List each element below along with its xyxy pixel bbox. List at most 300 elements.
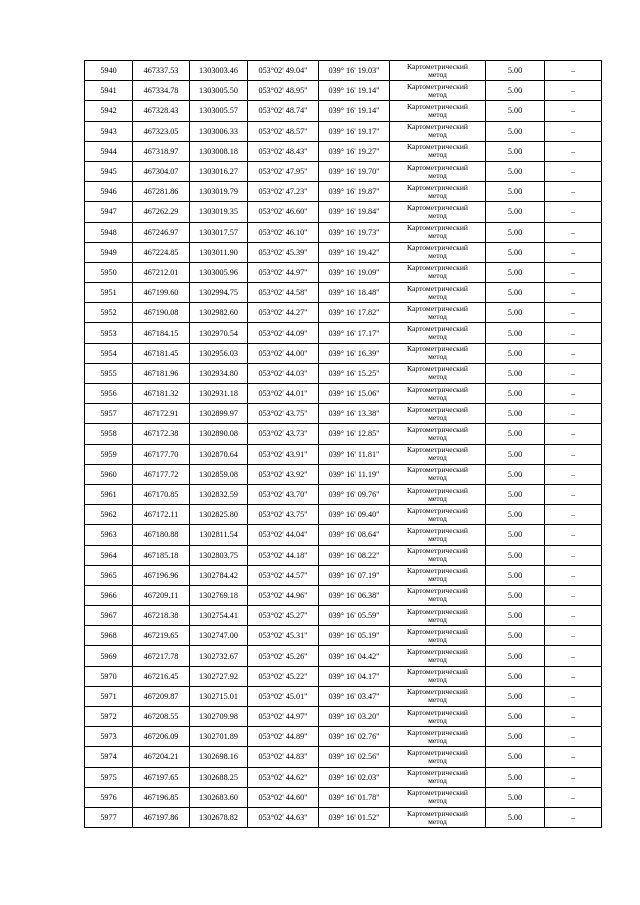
method-line-1: Картометрический bbox=[407, 485, 468, 495]
note-cell: – bbox=[545, 606, 602, 626]
precision-cell: 5.00 bbox=[486, 424, 545, 444]
method-line-2: метод bbox=[428, 89, 447, 99]
method-line-2: метод bbox=[428, 311, 447, 321]
method-line-1: Картометрический bbox=[407, 162, 468, 172]
table-row bbox=[85, 141, 602, 161]
table-row bbox=[85, 424, 602, 444]
method-line-1: Картометрический bbox=[407, 445, 468, 455]
y-coordinate-cell: 1302803.75 bbox=[190, 545, 248, 565]
longitude-cell: 039° 16' 19.87" bbox=[319, 182, 390, 202]
x-coordinate-cell: 467209.87 bbox=[133, 686, 190, 706]
note-cell: – bbox=[545, 424, 602, 444]
table-row bbox=[85, 585, 602, 605]
point-number-cell: 5966 bbox=[85, 585, 133, 605]
method-cell bbox=[390, 707, 486, 727]
point-number-cell: 5958 bbox=[85, 424, 133, 444]
x-coordinate-cell: 467180.88 bbox=[133, 525, 190, 545]
method-cell bbox=[390, 565, 486, 585]
method-cell bbox=[390, 283, 486, 303]
method-cell bbox=[390, 141, 486, 161]
x-coordinate-cell: 467185.18 bbox=[133, 545, 190, 565]
longitude-cell: 039° 16' 03.20" bbox=[319, 707, 390, 727]
latitude-cell: 053°02' 45.27" bbox=[248, 606, 319, 626]
longitude-cell: 039° 16' 17.82" bbox=[319, 303, 390, 323]
y-coordinate-cell: 1302688.25 bbox=[190, 767, 248, 787]
precision-cell: 5.00 bbox=[486, 585, 545, 605]
method-line-2: метод bbox=[428, 473, 447, 483]
method-line-2: метод bbox=[428, 715, 447, 725]
table-row bbox=[85, 464, 602, 484]
y-coordinate-cell: 1303003.46 bbox=[190, 61, 248, 81]
longitude-cell: 039° 16' 19.17" bbox=[319, 121, 390, 141]
method-cell bbox=[390, 343, 486, 363]
point-number-cell: 5953 bbox=[85, 323, 133, 343]
method-line-1: Картометрический bbox=[407, 324, 468, 334]
method-line-1: Картометрический bbox=[407, 364, 468, 374]
y-coordinate-cell: 1302899.97 bbox=[190, 404, 248, 424]
method-line-1: Картометрический bbox=[407, 283, 468, 293]
y-coordinate-cell: 1302769.18 bbox=[190, 585, 248, 605]
precision-cell: 5.00 bbox=[486, 141, 545, 161]
x-coordinate-cell: 467209.11 bbox=[133, 585, 190, 605]
note-cell: – bbox=[545, 505, 602, 525]
latitude-cell: 053°02' 43.73" bbox=[248, 424, 319, 444]
method-cell bbox=[390, 303, 486, 323]
x-coordinate-cell: 467197.65 bbox=[133, 767, 190, 787]
point-number-cell: 5947 bbox=[85, 202, 133, 222]
method-line-2: метод bbox=[428, 432, 447, 442]
note-cell: – bbox=[545, 464, 602, 484]
table-row bbox=[85, 666, 602, 686]
method-line-2: метод bbox=[428, 392, 447, 402]
latitude-cell: 053°02' 47.95" bbox=[248, 161, 319, 181]
table-row bbox=[85, 686, 602, 706]
x-coordinate-cell: 467304.07 bbox=[133, 161, 190, 181]
latitude-cell: 053°02' 43.75" bbox=[248, 404, 319, 424]
point-number-cell: 5968 bbox=[85, 626, 133, 646]
method-cell bbox=[390, 81, 486, 101]
latitude-cell: 053°02' 44.01" bbox=[248, 384, 319, 404]
precision-cell: 5.00 bbox=[486, 404, 545, 424]
y-coordinate-cell: 1302934.80 bbox=[190, 363, 248, 383]
method-line-2: метод bbox=[428, 776, 447, 786]
method-line-1: Картометрический bbox=[407, 667, 468, 677]
precision-cell: 5.00 bbox=[486, 202, 545, 222]
point-number-cell: 5951 bbox=[85, 283, 133, 303]
table-row bbox=[85, 222, 602, 242]
x-coordinate-cell: 467196.85 bbox=[133, 787, 190, 807]
method-cell bbox=[390, 384, 486, 404]
note-cell: – bbox=[545, 161, 602, 181]
longitude-cell: 039° 16' 19.70" bbox=[319, 161, 390, 181]
method-cell bbox=[390, 182, 486, 202]
precision-cell: 5.00 bbox=[486, 161, 545, 181]
note-cell: – bbox=[545, 767, 602, 787]
method-cell bbox=[390, 262, 486, 282]
note-cell: – bbox=[545, 121, 602, 141]
method-cell bbox=[390, 404, 486, 424]
x-coordinate-cell: 467170.85 bbox=[133, 484, 190, 504]
precision-cell: 5.00 bbox=[486, 807, 545, 827]
method-line-2: метод bbox=[428, 513, 447, 523]
point-number-cell: 5970 bbox=[85, 666, 133, 686]
y-coordinate-cell: 1303019.35 bbox=[190, 202, 248, 222]
method-line-2: метод bbox=[428, 735, 447, 745]
y-coordinate-cell: 1302784.42 bbox=[190, 565, 248, 585]
y-coordinate-cell: 1302709.98 bbox=[190, 707, 248, 727]
longitude-cell: 039° 16' 11.81" bbox=[319, 444, 390, 464]
point-number-cell: 5949 bbox=[85, 242, 133, 262]
method-line-1: Картометрический bbox=[407, 566, 468, 576]
point-number-cell: 5959 bbox=[85, 444, 133, 464]
precision-cell: 5.00 bbox=[486, 727, 545, 747]
precision-cell: 5.00 bbox=[486, 283, 545, 303]
method-cell bbox=[390, 686, 486, 706]
precision-cell: 5.00 bbox=[486, 484, 545, 504]
method-line-2: метод bbox=[428, 190, 447, 200]
precision-cell: 5.00 bbox=[486, 747, 545, 767]
precision-cell: 5.00 bbox=[486, 444, 545, 464]
method-line-2: метод bbox=[428, 251, 447, 261]
method-line-2: метод bbox=[428, 210, 447, 220]
longitude-cell: 039° 16' 02.03" bbox=[319, 767, 390, 787]
x-coordinate-cell: 467224.85 bbox=[133, 242, 190, 262]
method-cell bbox=[390, 666, 486, 686]
method-cell bbox=[390, 767, 486, 787]
longitude-cell: 039° 16' 12.85" bbox=[319, 424, 390, 444]
note-cell: – bbox=[545, 686, 602, 706]
x-coordinate-cell: 467206.09 bbox=[133, 727, 190, 747]
y-coordinate-cell: 1302727.92 bbox=[190, 666, 248, 686]
method-line-2: метод bbox=[428, 614, 447, 624]
latitude-cell: 053°02' 44.09" bbox=[248, 323, 319, 343]
point-number-cell: 5954 bbox=[85, 343, 133, 363]
note-cell: – bbox=[545, 323, 602, 343]
latitude-cell: 053°02' 46.10" bbox=[248, 222, 319, 242]
precision-cell: 5.00 bbox=[486, 323, 545, 343]
method-line-2: метод bbox=[428, 533, 447, 543]
y-coordinate-cell: 1302715.01 bbox=[190, 686, 248, 706]
latitude-cell: 053°02' 44.96" bbox=[248, 585, 319, 605]
longitude-cell: 039° 16' 05.59" bbox=[319, 606, 390, 626]
latitude-cell: 053°02' 43.91" bbox=[248, 444, 319, 464]
table-row bbox=[85, 727, 602, 747]
x-coordinate-cell: 467181.32 bbox=[133, 384, 190, 404]
method-cell bbox=[390, 424, 486, 444]
method-line-2: метод bbox=[428, 816, 447, 826]
latitude-cell: 053°02' 45.39" bbox=[248, 242, 319, 262]
point-number-cell: 5963 bbox=[85, 525, 133, 545]
method-line-2: метод bbox=[428, 150, 447, 160]
table-row bbox=[85, 242, 602, 262]
longitude-cell: 039° 16' 19.27" bbox=[319, 141, 390, 161]
latitude-cell: 053°02' 44.60" bbox=[248, 787, 319, 807]
method-line-2: метод bbox=[428, 554, 447, 564]
note-cell: – bbox=[545, 303, 602, 323]
method-cell bbox=[390, 222, 486, 242]
longitude-cell: 039° 16' 06.38" bbox=[319, 585, 390, 605]
point-number-cell: 5955 bbox=[85, 363, 133, 383]
latitude-cell: 053°02' 45.31" bbox=[248, 626, 319, 646]
point-number-cell: 5960 bbox=[85, 464, 133, 484]
precision-cell: 5.00 bbox=[486, 384, 545, 404]
x-coordinate-cell: 467281.86 bbox=[133, 182, 190, 202]
method-line-1: Картометрический bbox=[407, 424, 468, 434]
x-coordinate-cell: 467181.45 bbox=[133, 343, 190, 363]
x-coordinate-cell: 467172.11 bbox=[133, 505, 190, 525]
x-coordinate-cell: 467199.60 bbox=[133, 283, 190, 303]
latitude-cell: 053°02' 44.58" bbox=[248, 283, 319, 303]
table-body bbox=[85, 61, 602, 828]
x-coordinate-cell: 467328.43 bbox=[133, 101, 190, 121]
y-coordinate-cell: 1302698.16 bbox=[190, 747, 248, 767]
point-number-cell: 5967 bbox=[85, 606, 133, 626]
method-cell bbox=[390, 101, 486, 121]
note-cell: – bbox=[545, 384, 602, 404]
point-number-cell: 5976 bbox=[85, 787, 133, 807]
latitude-cell: 053°02' 44.63" bbox=[248, 807, 319, 827]
precision-cell: 5.00 bbox=[486, 242, 545, 262]
method-line-1: Картометрический bbox=[407, 223, 468, 233]
table-row bbox=[85, 343, 602, 363]
x-coordinate-cell: 467216.45 bbox=[133, 666, 190, 686]
method-line-1: Картометрический bbox=[407, 727, 468, 737]
method-line-2: метод bbox=[428, 574, 447, 584]
method-line-1: Картометрический bbox=[407, 505, 468, 515]
latitude-cell: 053°02' 44.03" bbox=[248, 363, 319, 383]
precision-cell: 5.00 bbox=[486, 606, 545, 626]
note-cell: – bbox=[545, 565, 602, 585]
point-number-cell: 5961 bbox=[85, 484, 133, 504]
table-row bbox=[85, 444, 602, 464]
y-coordinate-cell: 1302701.89 bbox=[190, 727, 248, 747]
longitude-cell: 039° 16' 19.14" bbox=[319, 101, 390, 121]
method-line-2: метод bbox=[428, 231, 447, 241]
method-cell bbox=[390, 606, 486, 626]
note-cell: – bbox=[545, 283, 602, 303]
x-coordinate-cell: 467177.72 bbox=[133, 464, 190, 484]
point-number-cell: 5975 bbox=[85, 767, 133, 787]
table-row bbox=[85, 646, 602, 666]
table-row bbox=[85, 404, 602, 424]
method-line-2: метод bbox=[428, 796, 447, 806]
longitude-cell: 039° 16' 05.19" bbox=[319, 626, 390, 646]
y-coordinate-cell: 1303017.57 bbox=[190, 222, 248, 242]
latitude-cell: 053°02' 48.95" bbox=[248, 81, 319, 101]
note-cell: – bbox=[545, 525, 602, 545]
method-line-2: метод bbox=[428, 594, 447, 604]
method-cell bbox=[390, 727, 486, 747]
method-line-2: метод bbox=[428, 372, 447, 382]
method-line-1: Картометрический bbox=[407, 546, 468, 556]
method-cell bbox=[390, 525, 486, 545]
latitude-cell: 053°02' 44.83" bbox=[248, 747, 319, 767]
latitude-cell: 053°02' 44.27" bbox=[248, 303, 319, 323]
method-line-2: метод bbox=[428, 634, 447, 644]
point-number-cell: 5941 bbox=[85, 81, 133, 101]
x-coordinate-cell: 467323.05 bbox=[133, 121, 190, 141]
point-number-cell: 5950 bbox=[85, 262, 133, 282]
precision-cell: 5.00 bbox=[486, 565, 545, 585]
method-line-1: Картометрический bbox=[407, 101, 468, 111]
x-coordinate-cell: 467204.21 bbox=[133, 747, 190, 767]
table-row bbox=[85, 606, 602, 626]
note-cell: – bbox=[545, 242, 602, 262]
table-row bbox=[85, 807, 602, 827]
longitude-cell: 039° 16' 19.42" bbox=[319, 242, 390, 262]
precision-cell: 5.00 bbox=[486, 464, 545, 484]
method-line-2: метод bbox=[428, 755, 447, 765]
table-row bbox=[85, 747, 602, 767]
longitude-cell: 039° 16' 09.76" bbox=[319, 484, 390, 504]
precision-cell: 5.00 bbox=[486, 666, 545, 686]
method-cell bbox=[390, 363, 486, 383]
table-row bbox=[85, 545, 602, 565]
precision-cell: 5.00 bbox=[486, 121, 545, 141]
method-cell bbox=[390, 202, 486, 222]
y-coordinate-cell: 1302890.08 bbox=[190, 424, 248, 444]
precision-cell: 5.00 bbox=[486, 646, 545, 666]
y-coordinate-cell: 1302956.03 bbox=[190, 343, 248, 363]
latitude-cell: 053°02' 43.75" bbox=[248, 505, 319, 525]
point-number-cell: 5946 bbox=[85, 182, 133, 202]
precision-cell: 5.00 bbox=[486, 545, 545, 565]
method-line-1: Картометрический bbox=[407, 344, 468, 354]
table-row bbox=[85, 81, 602, 101]
longitude-cell: 039° 16' 13.38" bbox=[319, 404, 390, 424]
longitude-cell: 039° 16' 19.09" bbox=[319, 262, 390, 282]
precision-cell: 5.00 bbox=[486, 182, 545, 202]
note-cell: – bbox=[545, 141, 602, 161]
precision-cell: 5.00 bbox=[486, 363, 545, 383]
point-number-cell: 5948 bbox=[85, 222, 133, 242]
longitude-cell: 039° 16' 19.84" bbox=[319, 202, 390, 222]
longitude-cell: 039° 16' 09.40" bbox=[319, 505, 390, 525]
x-coordinate-cell: 467217.78 bbox=[133, 646, 190, 666]
precision-cell: 5.00 bbox=[486, 626, 545, 646]
method-line-1: Картометрический bbox=[407, 61, 468, 71]
latitude-cell: 053°02' 48.57" bbox=[248, 121, 319, 141]
point-number-cell: 5957 bbox=[85, 404, 133, 424]
table-row bbox=[85, 626, 602, 646]
table-row bbox=[85, 61, 602, 81]
longitude-cell: 039° 16' 04.17" bbox=[319, 666, 390, 686]
longitude-cell: 039° 16' 01.52" bbox=[319, 807, 390, 827]
point-number-cell: 5940 bbox=[85, 61, 133, 81]
y-coordinate-cell: 1302931.18 bbox=[190, 384, 248, 404]
latitude-cell: 053°02' 48.43" bbox=[248, 141, 319, 161]
table-row bbox=[85, 525, 602, 545]
method-cell bbox=[390, 121, 486, 141]
point-number-cell: 5969 bbox=[85, 646, 133, 666]
y-coordinate-cell: 1302982.60 bbox=[190, 303, 248, 323]
y-coordinate-cell: 1303005.57 bbox=[190, 101, 248, 121]
precision-cell: 5.00 bbox=[486, 343, 545, 363]
method-line-1: Картометрический bbox=[407, 586, 468, 596]
method-line-1: Картометрический bbox=[407, 243, 468, 253]
latitude-cell: 053°02' 43.70" bbox=[248, 484, 319, 504]
point-number-cell: 5977 bbox=[85, 807, 133, 827]
method-line-1: Картометрический bbox=[407, 182, 468, 192]
latitude-cell: 053°02' 45.01" bbox=[248, 686, 319, 706]
x-coordinate-cell: 467196.96 bbox=[133, 565, 190, 585]
table-row bbox=[85, 202, 602, 222]
note-cell: – bbox=[545, 646, 602, 666]
point-number-cell: 5962 bbox=[85, 505, 133, 525]
table-row bbox=[85, 787, 602, 807]
note-cell: – bbox=[545, 101, 602, 121]
method-cell bbox=[390, 626, 486, 646]
longitude-cell: 039° 16' 02.56" bbox=[319, 747, 390, 767]
method-line-1: Картометрический bbox=[407, 303, 468, 313]
note-cell: – bbox=[545, 222, 602, 242]
table-row bbox=[85, 363, 602, 383]
point-number-cell: 5943 bbox=[85, 121, 133, 141]
x-coordinate-cell: 467318.97 bbox=[133, 141, 190, 161]
y-coordinate-cell: 1302994.75 bbox=[190, 283, 248, 303]
x-coordinate-cell: 467219.65 bbox=[133, 626, 190, 646]
note-cell: – bbox=[545, 484, 602, 504]
y-coordinate-cell: 1303005.50 bbox=[190, 81, 248, 101]
coordinates-table bbox=[84, 60, 602, 828]
method-line-2: метод bbox=[428, 675, 447, 685]
y-coordinate-cell: 1303008.18 bbox=[190, 141, 248, 161]
method-line-1: Картометрический bbox=[407, 202, 468, 212]
latitude-cell: 053°02' 44.97" bbox=[248, 262, 319, 282]
precision-cell: 5.00 bbox=[486, 525, 545, 545]
note-cell: – bbox=[545, 707, 602, 727]
x-coordinate-cell: 467172.91 bbox=[133, 404, 190, 424]
longitude-cell: 039° 16' 01.78" bbox=[319, 787, 390, 807]
method-cell bbox=[390, 646, 486, 666]
x-coordinate-cell: 467208.55 bbox=[133, 707, 190, 727]
note-cell: – bbox=[545, 626, 602, 646]
method-cell bbox=[390, 787, 486, 807]
x-coordinate-cell: 467181.96 bbox=[133, 363, 190, 383]
note-cell: – bbox=[545, 262, 602, 282]
method-cell bbox=[390, 545, 486, 565]
y-coordinate-cell: 1302732.67 bbox=[190, 646, 248, 666]
table-row bbox=[85, 707, 602, 727]
latitude-cell: 053°02' 44.18" bbox=[248, 545, 319, 565]
latitude-cell: 053°02' 44.04" bbox=[248, 525, 319, 545]
table-row bbox=[85, 262, 602, 282]
latitude-cell: 053°02' 48.74" bbox=[248, 101, 319, 121]
longitude-cell: 039° 16' 19.03" bbox=[319, 61, 390, 81]
longitude-cell: 039° 16' 15.25" bbox=[319, 363, 390, 383]
method-cell bbox=[390, 61, 486, 81]
y-coordinate-cell: 1302825.80 bbox=[190, 505, 248, 525]
method-cell bbox=[390, 807, 486, 827]
table-row bbox=[85, 505, 602, 525]
latitude-cell: 053°02' 44.00" bbox=[248, 343, 319, 363]
precision-cell: 5.00 bbox=[486, 505, 545, 525]
x-coordinate-cell: 467184.15 bbox=[133, 323, 190, 343]
point-number-cell: 5971 bbox=[85, 686, 133, 706]
x-coordinate-cell: 467197.86 bbox=[133, 807, 190, 827]
longitude-cell: 039° 16' 08.64" bbox=[319, 525, 390, 545]
longitude-cell: 039° 16' 15.06" bbox=[319, 384, 390, 404]
method-line-2: метод bbox=[428, 352, 447, 362]
y-coordinate-cell: 1302870.64 bbox=[190, 444, 248, 464]
longitude-cell: 039° 16' 04.42" bbox=[319, 646, 390, 666]
method-line-2: метод bbox=[428, 170, 447, 180]
latitude-cell: 053°02' 44.62" bbox=[248, 767, 319, 787]
table-row bbox=[85, 303, 602, 323]
method-cell bbox=[390, 747, 486, 767]
y-coordinate-cell: 1302832.59 bbox=[190, 484, 248, 504]
latitude-cell: 053°02' 47.23" bbox=[248, 182, 319, 202]
